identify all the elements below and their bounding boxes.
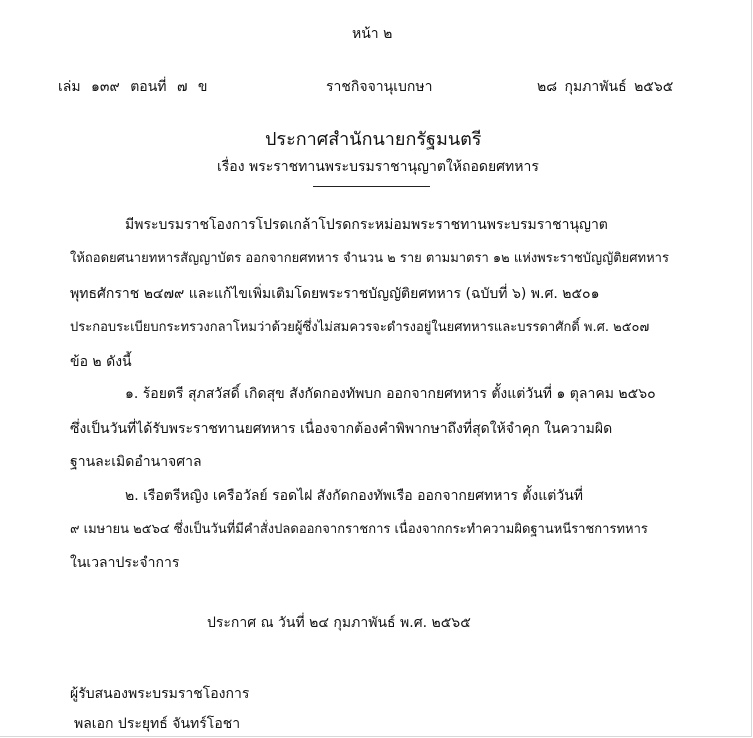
signatory-name: พลเอก ประยุทธ์ จันทร์โอชา <box>74 716 241 732</box>
announcement-subject: เรื่อง พระราชทานพระบรมราชานุญาตให้ถอดยศทหาร <box>217 159 539 175</box>
paragraph-1-line-4: ประกอบระเบียบกระทรวงกลาโหมว่าด้วยผู้ซึ่งไม่สมควรจะดำรงอยู่ในยศทหารและบรรดาศักดิ์ พ.ศ. ๒๕๐๗ <box>70 320 650 335</box>
item-2-line-2: ๙ เมษายน ๒๕๖๔ ซึ่งเป็นวันที่มีคำสั่งปลดออกจากราชการ เนื่องจากกระทำความผิดฐานหนีราชการทหาร <box>70 522 648 537</box>
item-2-line-3: ในเวลาประจำการ <box>70 555 180 571</box>
page-number: หน้า ๒ <box>352 26 393 42</box>
item-2-line-1: ๒. เรือตรีหญิง เครือวัลย์ รอดไฝ สังกัดกองทัพเรือ ออกจากยศทหาร ตั้งแต่วันที่ <box>125 488 583 504</box>
gazette-name: ราชกิจจานุเบกษา <box>326 79 433 95</box>
proclamation-date: ประกาศ ณ วันที่ ๒๔ กุมภาพันธ์ พ.ศ. ๒๕๖๕ <box>207 615 471 631</box>
paragraph-1-line-5: ข้อ ๒ ดังนี้ <box>70 354 132 370</box>
paragraph-1-line-2: ให้ถอดยศนายทหารสัญญาบัตร ออกจากยศทหาร จำนวน ๒ ราย ตามมาตรา ๑๒ แห่งพระราชบัญญัติยศทหาร <box>70 251 669 266</box>
paragraph-1-line-3: พุทธศักราช ๒๔๗๙ และแก้ไขเพิ่มเติมโดยพระราชบัญญัติยศทหาร (ฉบับที่ ๖) พ.ศ. ๒๕๐๑ <box>70 286 600 302</box>
volume-issue: เล่ม ๑๓๙ ตอนที่ ๗ ข <box>58 79 208 95</box>
gazette-date: ๒๘ กุมภาพันธ์ ๒๕๖๕ <box>537 79 674 95</box>
item-1-line-2: ซึ่งเป็นวันที่ได้รับพระราชทานยศทหาร เนื่องจากต้องคำพิพากษาถึงที่สุดให้จำคุก ในความผิด <box>70 421 613 437</box>
item-1-line-3: ฐานละเมิดอำนาจศาล <box>70 454 202 470</box>
title-divider <box>313 186 430 187</box>
countersign-label: ผู้รับสนองพระบรมราชโองการ <box>70 686 250 702</box>
paragraph-1-line-1: มีพระบรมราชโองการโปรดเกล้าโปรดกระหม่อมพระราชทานพระบรมราชานุญาต <box>125 217 608 233</box>
announcement-title: ประกาศสำนักนายกรัฐมนตรี <box>265 129 482 150</box>
item-1-line-1: ๑. ร้อยตรี สุภสวัสดิ์ เกิดสุข สังกัดกองทัพบก ออกจากยศทหาร ตั้งแต่วันที่ ๑ ตุลาคม ๒๕๖๐ <box>125 386 656 402</box>
